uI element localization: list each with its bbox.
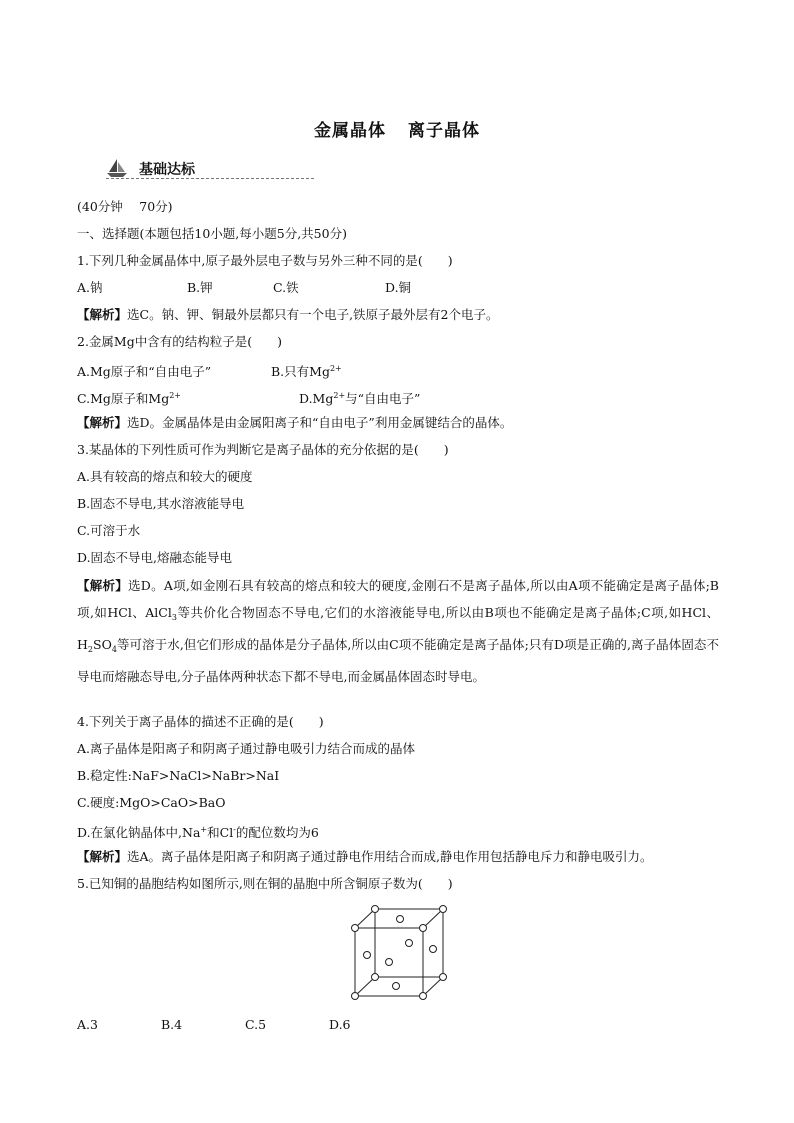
- question-2-analysis: [77, 414, 512, 432]
- q2-option-d: $D.Mg^{2+}$与“自由电子”: [299, 391, 421, 406]
- title-part2: 离子晶体: [408, 121, 480, 141]
- copper-unit-cell-diagram: [345, 903, 455, 1003]
- q2-option-c: C.Mg原子和$Mg^{2+}$: [77, 391, 181, 406]
- analysis-tag: 【解析】: [77, 307, 128, 322]
- q3-option-b: B.固态不导电,其水溶液能导电: [77, 496, 245, 511]
- question-2-options-row2: [77, 387, 420, 408]
- part-heading: 一、选择题(本题包括10小题,每小题5分,共50分): [77, 226, 347, 241]
- q4-option-c: C.硬度:MgO>CaO>BaO: [77, 795, 226, 810]
- title-part1: 金属晶体: [314, 121, 386, 141]
- question-5-options: [77, 1016, 351, 1034]
- time-score: (40分钟 70分): [77, 199, 173, 214]
- analysis-tag: 【解析】: [77, 849, 128, 864]
- q4-option-d: D.在氯化钠晶体中,Na+和Cl-的配位数均为6: [77, 825, 319, 840]
- q1-option-a: A.钠: [77, 280, 103, 295]
- q2-option-a: A.Mg原子和“自由电子”: [77, 364, 212, 379]
- q1-option-c: C.铁: [273, 280, 299, 295]
- q3-option-a: A.具有较高的熔点和较大的硬度: [77, 469, 253, 484]
- question-4-stem: 4.下列关于离子晶体的描述不正确的是( ): [77, 714, 324, 729]
- q2-option-b: B.只有$Mg^{2+}$: [271, 364, 342, 379]
- q4-option-b: B.稳定性:NaF>NaCl>NaBr>NaI: [77, 768, 280, 783]
- q1-option-d: D.铜: [385, 280, 412, 295]
- q5-option-c: C.5: [245, 1017, 267, 1032]
- q3-option-c: C.可溶于水: [77, 523, 141, 538]
- question-1-analysis: [77, 306, 499, 324]
- page-title: [0, 116, 794, 141]
- q3-option-d: D.固态不导电,熔融态能导电: [77, 550, 233, 565]
- question-2-stem: 2.金属Mg中含有的结构粒子是( ): [77, 334, 282, 349]
- question-3-analysis: 【解析】选D。A项,如金刚石具有较高的熔点和较大的硬度,金刚石不是离子晶体,所以由A项不能确定是离子晶体;B项,如HCl、AlCl$_3$等共价化合物固态不导电,它们的水溶液能导电,所以由B项也不能确定是离子晶体;C项,如HCl、$H_2SO_4$等可溶于水,但它们形成的晶体是分子晶体,所以由C项不能确定是离子晶体;只有D项是正确的,离子晶体固态不导电而熔融态导电,分子晶体两种状态下都不导电,而金属晶体固态时导电。: [77, 578, 719, 684]
- question-5-stem: 5.已知铜的晶胞结构如图所示,则在铜的晶胞中所含铜原子数为( ): [77, 876, 453, 891]
- q4-option-a: A.离子晶体是阳离子和阴离子通过静电吸引力结合而成的晶体: [77, 741, 416, 756]
- question-3-stem: 3.某晶体的下列性质可作为判断它是离子晶体的充分依据的是( ): [77, 442, 449, 457]
- question-1-options: [77, 279, 411, 297]
- section-label: 基础达标: [139, 162, 195, 178]
- question-1-stem: 1.下列几种金属晶体中,原子最外层电子数与另外三种不同的是( ): [77, 253, 453, 268]
- question-4-analysis: [77, 848, 653, 866]
- section-header: [106, 158, 314, 179]
- q1-option-b: B.钾: [187, 280, 213, 295]
- q5-option-b: B.4: [161, 1017, 183, 1032]
- analysis-tag: 【解析】: [77, 578, 129, 593]
- analysis-text: 选D。金属晶体是由金属阳离子和“自由电子”利用金属键结合的晶体。: [127, 415, 513, 430]
- q5-option-d: D.6: [329, 1017, 351, 1032]
- sailboat-icon: [106, 158, 128, 178]
- q5-option-a: A.3: [77, 1017, 98, 1032]
- analysis-text: 选C。钠、钾、铜最外层都只有一个电子,铁原子最外层有2个电子。: [127, 307, 499, 322]
- question-2-options-row1: [77, 360, 342, 381]
- analysis-text: 选A。离子晶体是阳离子和阴离子通过静电作用结合而成,静电作用包括静电斥力和静电吸引力。: [127, 849, 653, 864]
- analysis-tag: 【解析】: [77, 415, 128, 430]
